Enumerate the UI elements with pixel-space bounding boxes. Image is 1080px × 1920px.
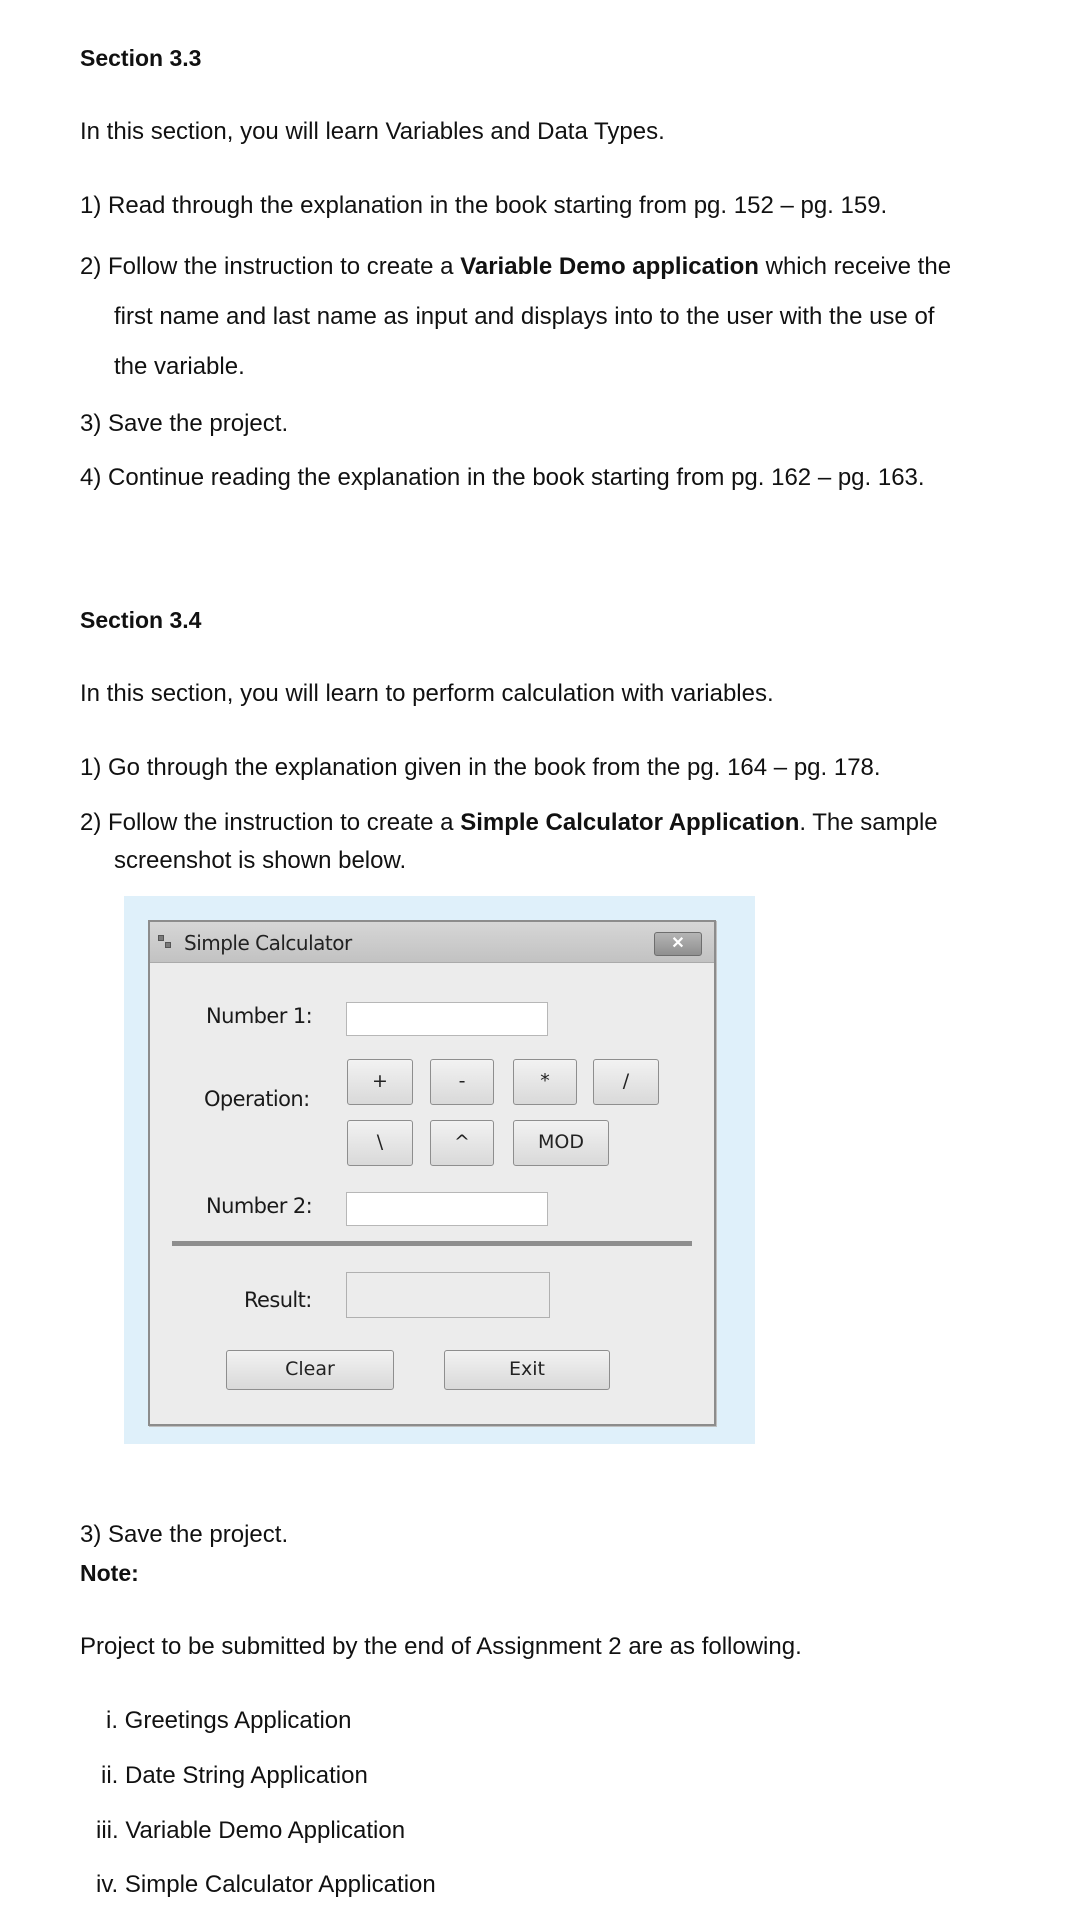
item-2-text-end: . The sample	[799, 809, 938, 836]
note-list-item: iii. Variable Demo Application	[96, 1817, 406, 1844]
close-icon[interactable]: ✕	[654, 932, 702, 956]
integer-divide-button[interactable]: \	[347, 1120, 413, 1166]
operation-label: Operation:	[204, 1087, 310, 1111]
section-3-4-heading: Section 3.4	[80, 607, 202, 633]
variable-demo-emphasis: Variable Demo application	[460, 253, 759, 280]
mod-button[interactable]: MOD	[513, 1120, 609, 1166]
section-3-4-item-3: 3) Save the project.	[80, 1521, 289, 1548]
section-3-3-item-2-line-2: first name and last name as input and displays into to the user with the use of	[114, 303, 935, 330]
section-3-4-intro: In this section, you will learn to perform calculation with variables.	[80, 680, 774, 707]
section-3-4-item-2	[80, 808, 938, 838]
item-2-text: 2) Follow the instruction to create a	[80, 809, 461, 836]
item-2-text-end: which receive the	[758, 253, 952, 280]
power-button[interactable]: ^	[430, 1120, 494, 1166]
minus-button[interactable]: -	[430, 1059, 494, 1105]
note-text: Project to be submitted by the end of Assignment 2 are as following.	[80, 1633, 802, 1660]
section-3-3-item-4: 4) Continue reading the explanation in the book starting from pg. 162 – pg. 163.	[80, 464, 925, 491]
number1-input[interactable]	[346, 1002, 548, 1036]
separator-line	[172, 1241, 692, 1246]
simple-calculator-emphasis: Simple Calculator Application	[460, 809, 800, 836]
section-3-3-item-2	[80, 252, 951, 282]
section-3-4-item-2-line-2: screenshot is shown below.	[114, 847, 407, 874]
section-3-4-item-1: 1) Go through the explanation given in the book from the pg. 164 – pg. 178.	[80, 754, 881, 781]
item-2-text: 2) Follow the instruction to create a	[80, 253, 461, 280]
section-3-3-item-2-line-3: the variable.	[114, 353, 245, 380]
note-list-item: iv. Simple Calculator Application	[96, 1871, 436, 1898]
multiply-button[interactable]: *	[513, 1059, 577, 1105]
note-list-item: i. Greetings Application	[106, 1707, 352, 1734]
number1-label: Number 1:	[206, 1004, 313, 1028]
result-output	[346, 1272, 550, 1318]
section-3-3-item-1: 1) Read through the explanation in the book starting from pg. 152 – pg. 159.	[80, 192, 888, 219]
window-title: Simple Calculator	[184, 931, 352, 955]
app-icon	[158, 935, 172, 949]
result-label: Result:	[244, 1288, 312, 1312]
note-list-item: ii. Date String Application	[101, 1762, 368, 1789]
calculator-window	[148, 920, 716, 1426]
divide-button[interactable]: /	[593, 1059, 659, 1105]
section-3-3-item-3: 3) Save the project.	[80, 410, 289, 437]
number2-input[interactable]	[346, 1192, 548, 1226]
section-3-3-intro: In this section, you will learn Variables and Data Types.	[80, 118, 665, 145]
exit-button[interactable]: Exit	[444, 1350, 610, 1390]
section-3-3-heading: Section 3.3	[80, 45, 202, 71]
number2-label: Number 2:	[206, 1194, 313, 1218]
plus-button[interactable]: +	[347, 1059, 413, 1105]
clear-button[interactable]: Clear	[226, 1350, 394, 1390]
window-titlebar	[150, 922, 714, 963]
note-heading: Note:	[80, 1560, 139, 1586]
calculator-screenshot	[124, 896, 755, 1444]
